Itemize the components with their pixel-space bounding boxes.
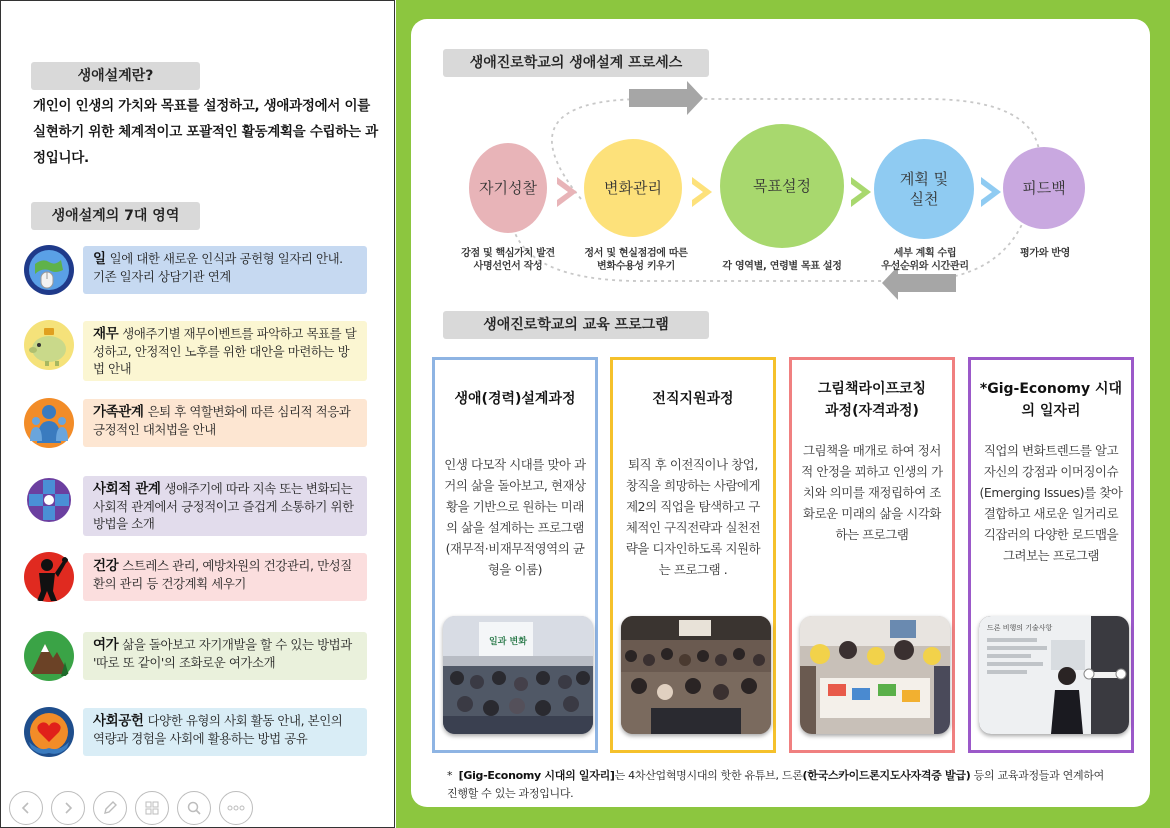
slide-nav-bar	[9, 791, 253, 825]
program-title: 그림책라이프코칭 과정(자격과정)	[817, 381, 927, 419]
process-step-feedback: 피드백	[1003, 147, 1085, 229]
health-person-icon	[23, 551, 75, 603]
area-contribution-box	[83, 708, 367, 756]
program-photo	[979, 616, 1129, 734]
program-desc: 직업의 변화트렌드를 알고 자신의 강점과 이머징이슈(Emerging Issues)를 찾아 결합하고 새로운 일거리로 긱잡러의 다양한 로드맵을 그려보는 프로그램	[979, 443, 1123, 563]
area-desc: 생애주기에 따라 지속 또는 변화되는 사회적 관계에서 긍정적이고 즐겁게 소통하기 위한 방법을 소개	[93, 481, 354, 531]
left-page	[0, 0, 395, 828]
area-leisure	[23, 630, 368, 686]
footnote-bold-title: [Gig-Economy 시대의 일자리]	[458, 769, 615, 782]
process-heading: 생애진로학교의 생애설계 프로세스	[443, 49, 709, 77]
area-desc: 다양한 유형의 사회 활동 안내, 본인의 역량과 경험을 사회에 활용하는 방법 공유	[93, 713, 343, 746]
slides-grid-icon[interactable]	[135, 791, 169, 825]
program-title: 전직지원과정	[652, 391, 734, 407]
program-photo	[621, 616, 771, 734]
area-title: 재무	[93, 326, 119, 342]
photo-slide-text: 드론 비행의 기술사항	[987, 624, 1053, 632]
area-desc: 삶을 돌아보고 자기개발을 할 수 있는 방법과 '따로 또 같이'의 조화로운 여가소개	[93, 637, 352, 670]
area-title: 가족관계	[93, 404, 144, 420]
process-step-plan: 계획 및 실천	[874, 139, 974, 239]
area-title: 사회적 관계	[93, 481, 161, 497]
area-social	[23, 474, 368, 530]
next-slide-icon[interactable]	[51, 791, 85, 825]
footnote-bold-cert: (한국스카이드론지도사자격증 발급)	[802, 769, 971, 782]
area-social-box	[83, 476, 367, 536]
area-health	[23, 551, 368, 607]
area-work	[23, 244, 368, 300]
area-desc: 생애주기별 재무이벤트를 파악하고 목표를 달성하고, 안정적인 노후를 위한 대안을 마련하는 방법 안내	[93, 326, 357, 376]
process-step-goal: 목표설정	[720, 124, 844, 248]
chevron-notch	[692, 184, 703, 200]
program-picturebook	[789, 357, 955, 753]
mountain-icon	[23, 630, 75, 682]
areas-heading: 생애설계의 7대 영역	[31, 202, 200, 230]
footnote-text-2: 등의 교육과정들과 연계하여 진행할 수 있는 과정입니다.	[447, 769, 1104, 800]
area-title: 건강	[93, 558, 119, 574]
program-desc: 그림책을 매개로 하여 정서적 안정을 꾀하고 인생의 가치와 의미를 재정립하여 조화로운 미래의 삶을 시각화하는 프로그램	[801, 443, 943, 542]
area-finance-box	[83, 321, 367, 381]
program-title: 생애(경력)설계과정	[454, 391, 576, 407]
right-page	[396, 0, 1170, 828]
content-card	[411, 19, 1150, 807]
area-work-box	[83, 246, 367, 294]
family-icon	[23, 397, 75, 449]
area-title: 여가	[93, 637, 119, 653]
zoom-icon[interactable]	[177, 791, 211, 825]
photo-screen-text: 일과 변화	[489, 637, 527, 647]
program-heading: 생애진로학교의 교육 프로그램	[443, 311, 709, 339]
area-title: 사회공헌	[93, 713, 144, 729]
program-desc: 퇴직 후 이전직이나 창업, 창직을 희망하는 사람에게 제2의 직업을 탐색하고 구체적인 구직전략과 실천전략을 디자인하도록 지원하는 프로그램 .	[625, 457, 761, 577]
chevron-notch	[981, 184, 992, 200]
process-caption-feedback: 평가와 반영	[1020, 248, 1070, 259]
process-caption-change: 정서 및 현실점검에 따른 변화수용성 키우기	[584, 248, 688, 272]
heart-hands-icon	[23, 706, 75, 758]
area-health-box	[83, 553, 367, 601]
program-photo	[800, 616, 950, 734]
more-options-icon[interactable]	[219, 791, 253, 825]
program-title: *Gig-Economy 시대 의 일자리	[979, 381, 1123, 419]
process-step-reflection: 자기성찰	[469, 143, 547, 233]
footnote	[447, 767, 1107, 803]
process-caption-reflection: 강점 및 핵심가치 발견 사명선언서 작성	[461, 248, 555, 272]
forward-arrow-icon	[629, 81, 703, 115]
piggy-bank-icon	[23, 319, 75, 371]
area-contribution	[23, 706, 368, 762]
puzzle-people-icon	[23, 474, 75, 526]
what-is-heading: 생애설계란?	[31, 62, 200, 90]
area-desc: 스트레스 관리, 예방차원의 건강관리, 만성질환의 관리 등 건강계획 세우기	[93, 558, 352, 591]
chevron-notch	[557, 184, 568, 200]
chevron-notch	[851, 184, 862, 200]
prev-slide-icon[interactable]	[9, 791, 43, 825]
process-step-change: 변화관리	[584, 139, 682, 237]
globe-mouse-icon	[23, 244, 75, 296]
pen-icon[interactable]	[93, 791, 127, 825]
area-title: 일	[93, 251, 106, 267]
process-caption-plan: 세부 계획 수립 우선순위와 시간관리	[881, 248, 969, 272]
area-finance	[23, 319, 368, 375]
footnote-star: *	[447, 769, 453, 782]
program-photo	[443, 616, 593, 734]
area-family	[23, 397, 368, 453]
footnote-text-1: 는 4차산업혁명시대의 핫한 유튜브, 드론	[614, 769, 803, 782]
program-gig-economy	[968, 357, 1134, 753]
area-desc: 일에 대한 새로운 인식과 공헌형 일자리 안내. 기존 일자리 상담기관 연계	[93, 251, 343, 284]
program-career	[432, 357, 598, 753]
area-desc: 은퇴 후 역할변화에 따른 심리적 적응과 긍정적인 대처법을 안내	[93, 404, 351, 437]
process-caption-goal: 각 영역별, 연령별 목표 설정	[722, 261, 842, 272]
area-leisure-box	[83, 632, 367, 680]
program-job-transition	[610, 357, 776, 753]
intro-text: 개인이 인생의 가치와 목표를 설정하고, 생애과정에서 이를 실현하기 위한 체계적이고 포괄적인 활동계획을 수립하는 과정입니다.	[33, 98, 378, 166]
area-family-box	[83, 399, 367, 447]
program-desc: 인생 다모작 시대를 맞아 과거의 삶을 돌아보고, 현재상황을 기반으로 원하는 미래의 삶을 설계하는 프로그램(재무적·비재무적영역의 균형을 이룸)	[444, 457, 586, 577]
